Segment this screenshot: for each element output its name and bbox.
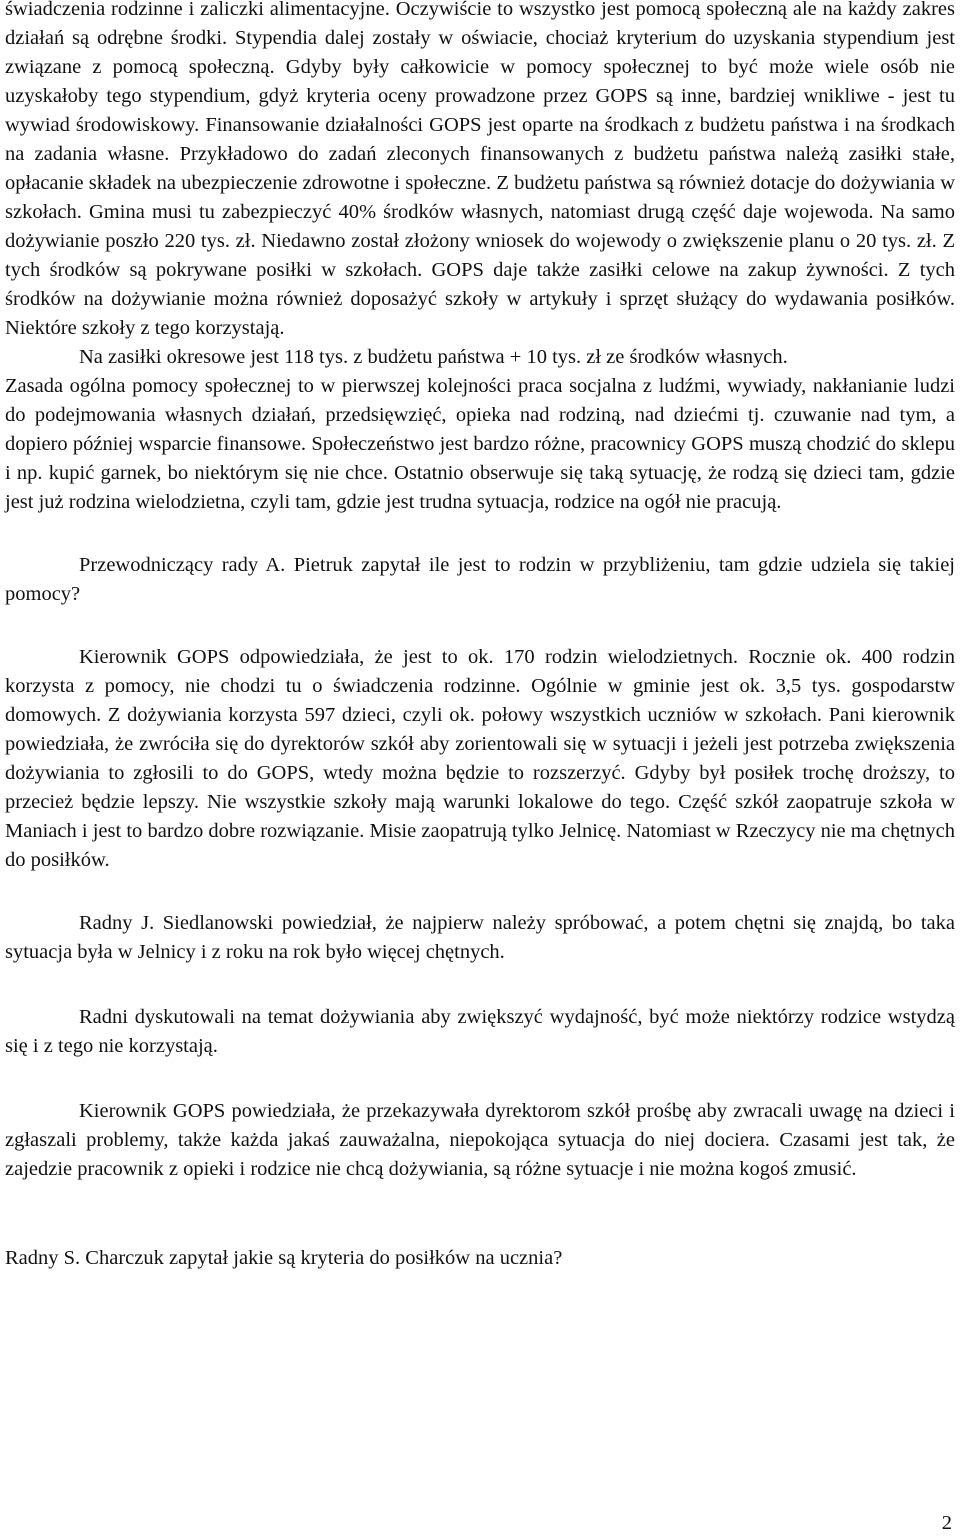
paragraph-gops-answer: Kierownik GOPS odpowiedziała, że jest to ok. 170 rodzin wielodzietnych. Rocznie ok. 400 rodzin korzysta z pomocy, nie chodzi tu o świadczenia rodzinne. Ogólnie w gminie jest ok. 3,5 tys. gospodarstw domowych. Z dożywiania korzysta 597 dzieci, czyli ok. połowy wszystkich uczniów w szkołach. Pani kierownik powiedziała, że zwróciła się do dyrektorów szkół aby zorientowali się w sytuacji i jeżeli jest potrzeba zwiększenia dożywiania to zgłosili to do GOPS, wtedy można będzie to rozszerzyć. Gdyby był posiłek trochę droższy, to przecież będzie lepszy. Nie wszystkie szkoły mają warunki lokalowe do tego. Część szkół zaopatruje szkoła w Maniach i jest to bardzo dobre rozwiązanie. Misie zaopatrują tylko Jelnicę. Natomiast w Rzeczycy nie ma chętnych do posiłków. (5, 646, 955, 871)
paragraph-councillors-discussion: Radni dyskutowali na temat dożywiania aby zwiększyć wydajność, być może niektórzy rodzice wstydzą się i z tego nie korzystają. (5, 1006, 955, 1057)
paragraph-benefits-funding: świadczenia rodzinne i zaliczki alimentacyjne. Oczywiście to wszystko jest pomocą społeczną ale na każdy zakres działań są odrębne środki. Stypendia dalej zostały w oświacie, chociaż kryterium do uzyskania stypendium jest związane z pomocą społeczną. Gdyby były całkowicie w pomocy społecznej to być może wiele osób nie uzyskałoby tego stypendium, gdyż kryteria oceny prowadzone przez GOPS są inne, bardziej wnikliwe - jest tu wywiad środowiskowy. Finansowanie działalności GOPS jest oparte na środkach z budżetu państwa i na środkach na zadania własne. Przykładowo do zadań zleconych finansowanych z budżetu państwa należą zasiłki stałe, opłacanie składek na ubezpieczenie zdrowotne i społeczne. Z budżetu państwa są również dotacje do dożywiania w szkołach. Gmina musi tu zabezpieczyć 40% środków własnych, natomiast drugą część daje wojewoda. Na samo dożywianie poszło 220 tys. zł. Niedawno został złożony wniosek do wojewody o zwiększenie planu o 20 tys. zł. Z tych środków są pokrywane posiłki w szkołach. GOPS daje także zasiłki celowe na zakup żywności. Z tych środków na dożywianie można również doposażyć szkoły w artykuły i sprzęt służący do wydawania posiłków. Niektóre szkoły z tego korzystają. (5, 0, 955, 339)
document-page (5, 0, 955, 1273)
paragraph-chairman-question: Przewodniczący rady A. Pietruk zapytał ile jest to rodzin w przybliżeniu, tam gdzie udziela się takiej pomocy? (5, 554, 955, 605)
paragraph-general-rule: Zasada ogólna pomocy społecznej to w pierwszej kolejności praca socjalna z ludźmi, wywiady, nakłanianie ludzi do podejmowania własnych działań, przedsięwzięć, opieka nad rodziną, nad dziećmi tj. czuwanie nad tym, a dopiero później wsparcie finansowe. Społeczeństwo jest bardzo różne, pracownicy GOPS muszą chodzić do sklepu i np. kupić garnek, bo niektórym się nie chce. Ostatnio obserwuje się taką sytuację, że rodzą się dzieci tam, gdzie jest już rodzina wielodzietna, czyli tam, gdzie jest trudna sytuacja, rodzice na ogół nie pracują. (5, 375, 955, 513)
paragraph-siedlanowski: Radny J. Siedlanowski powiedział, że najpierw należy spróbować, a potem chętni się znajdą, bo taka sytuacja była w Jelnicy i z roku na rok było więcej chętnych. (5, 912, 955, 963)
paragraph-gops-directors: Kierownik GOPS powiedziała, że przekazywała dyrektorom szkół prośbę aby zwracali uwagę na dzieci i zgłaszali problemy, także każda jakaś zauważalna, niepokojąca sytuacja do niej dociera. Czasami jest tak, że zajedzie pracownik z opieki i rodzice nie chcą dożywiania, są różne sytuacje i nie można kogoś zmusić. (5, 1100, 955, 1180)
paragraph-periodic-allowances: Na zasiłki okresowe jest 118 tys. z budżetu państwa + 10 tys. zł ze środków własnych. (79, 346, 788, 368)
page-number: 2 (941, 1512, 952, 1534)
paragraph-charczuk-question: Radny S. Charczuk zapytał jakie są kryteria do posiłków na ucznia? (5, 1247, 563, 1269)
